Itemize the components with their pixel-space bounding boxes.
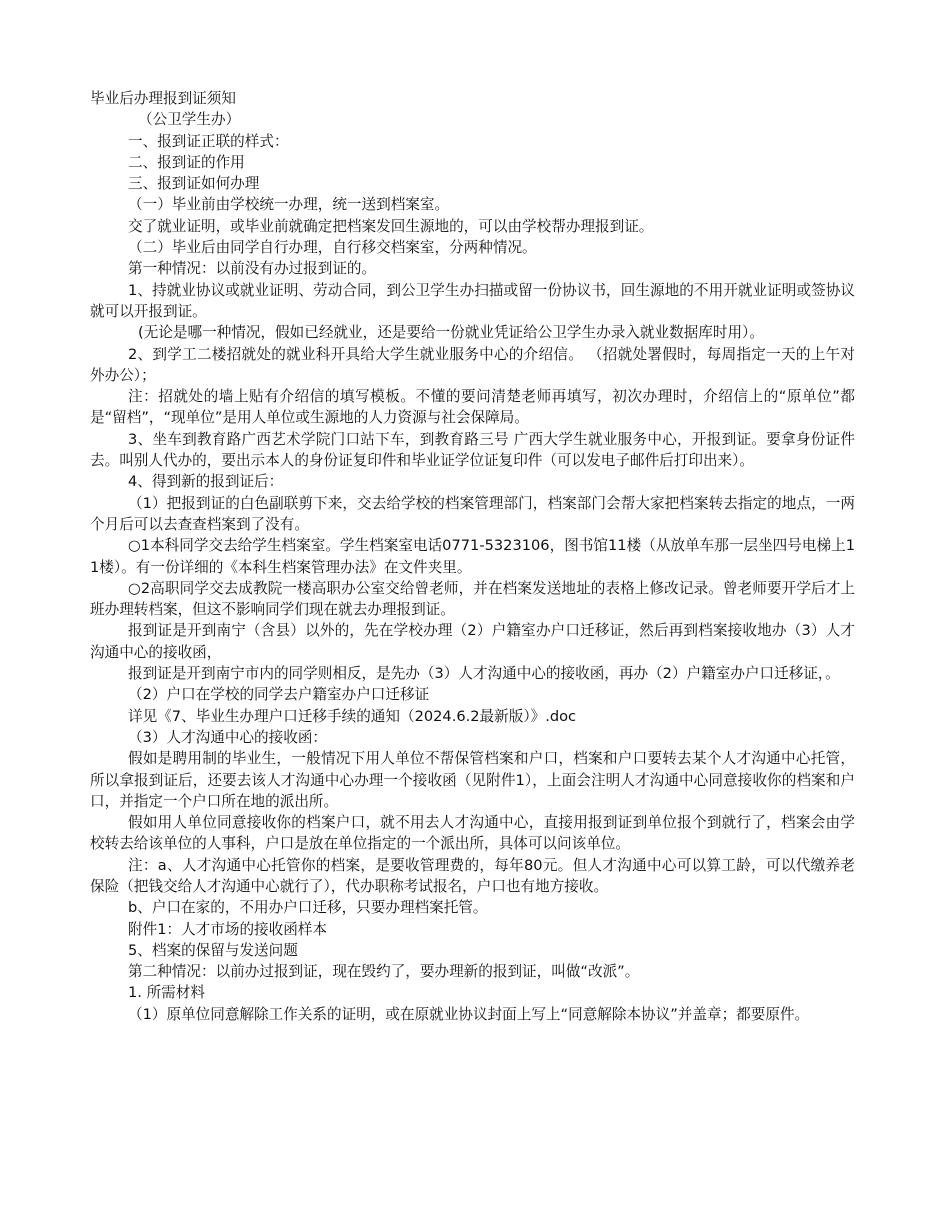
document-paragraph: 详见《7、毕业生办理户口迁移手续的通知（2024.6.2最新版）》.doc xyxy=(128,707,577,725)
document-paragraph: 假如是聘用制的毕业生，一般情况下用人单位不帮保管档案和户口，档案和户口要转去某个人才沟通中心托管，所以拿报到证后，还要去该人才沟通中心办理一个接收函（见附件1），上面会注明人才沟通中心同意接收你的档案和户口，并指定一个户口所在地的派出所。 xyxy=(90,750,855,810)
document-paragraph: 第二种情况：以前办过报到证，现在毁约了，要办理新的报到证，叫做“改派”。 xyxy=(128,963,640,981)
document-paragraph: 报到证是开到南宁（含县）以外的，先在学校办理（2）户籍室办户口迁移证，然后再到档案接收地办（3）人才沟通中心的接收函， xyxy=(90,622,855,661)
document-paragraph: 一、报到证正联的样式： xyxy=(128,132,289,150)
document-paragraph: 3、坐车到教育路广西艺术学院门口站下车，到教育路三号 广西大学生就业服务中心，开报到证。要拿身份证件去。叫别人代办的，要出示本人的身份证复印件和毕业证学位证复印件（可以发电子邮件后打印出来）。 xyxy=(90,430,855,470)
document-paragraph: （一）毕业前由学校统一办理，统一送到档案室。 xyxy=(128,196,450,214)
document-paragraph: 第一种情况：以前没有办过报到证的。 xyxy=(128,260,377,278)
document-page xyxy=(90,88,855,1025)
document-paragraph: （1）原单位同意解除工作关系的证明，或在原就业协议封面上写上“同意解除本协议”并盖章；都要原件。 xyxy=(128,1005,810,1023)
document-paragraph: 1. 所需材料 xyxy=(128,984,205,1002)
document-paragraph: （二）毕业后由同学自行办理，自行移交档案室，分两种情况。 xyxy=(128,239,537,257)
document-paragraph: 2、到学工二楼招就处的就业科开具给大学生就业服务中心的介绍信。 （招就处署假时，每周指定一天的上午对外办公）； xyxy=(90,345,855,384)
document-paragraph: 5、档案的保留与发送问题 xyxy=(128,941,298,959)
document-paragraph: （3）人才沟通中心的接收函： xyxy=(128,728,328,746)
document-paragraph: 假如用人单位同意接收你的档案户口，就不用去人才沟通中心，直接用报到证到单位报个到就行了，档案会由学校转去给该单位的人事科，户口是放在单位指定的一个派出所，具体可以问该单位。 xyxy=(90,814,855,853)
document-paragraph: 注：招就处的墙上贴有介绍信的填写模板。不懂的要问清楚老师再填写，初次办理时，介绍信上的“原单位”都是“留档”，“现单位”是用人单位或生源地的人力资源与社会保障局。 xyxy=(90,388,855,427)
document-paragraph: （2）户口在学校的同学去户籍室办户口迁移证 xyxy=(128,686,430,704)
document-paragraph: 4、得到新的报到证后： xyxy=(128,473,284,491)
document-paragraph: 交了就业证明，或毕业前就确定把档案发回生源地的，可以由学校帮办理报到证。 xyxy=(128,217,654,235)
document-paragraph: b、户口在家的，不用办户口迁移，只要办理档案托管。 xyxy=(128,899,488,917)
document-paragraph: （1）把报到证的白色副联剪下来，交去给学校的档案管理部门，档案部门会帮大家把档案转去指定的地点，一两个月后可以去查查档案到了没有。 xyxy=(90,494,855,533)
document-paragraph: ○1本科同学交去给学生档案室。学生档案室电话0771-5323106，图书馆11楼（从放单车那一层坐四号电梯上11楼）。有一份详细的《本科生档案管理办法》在文件夹里。 xyxy=(90,537,855,576)
document-paragraph: (无论是哪一种情况，假如已经就业，还是要给一份就业凭证给公卫学生办录入就业数据库时用）。 xyxy=(138,324,764,342)
document-title: 毕业后办理报到证须知 xyxy=(90,90,236,107)
document-paragraph: 注：a、人才沟通中心托管你的档案，是要收管理费的，每年80元。但人才沟通中心可以算工龄，可以代缴养老保险（把钱交给人才沟通中心就行了），代办职称考试报名，户口也有地方接收。 xyxy=(90,856,855,895)
document-paragraph: ○2高职同学交去成教院一楼高职办公室交给曾老师，并在档案发送地址的表格上修改记录。曾老师要开学后才上班办理转档案，但这不影响同学们现在就去办理报到证。 xyxy=(90,579,855,619)
document-paragraph: 报到证是开到南宁市内的同学则相反，是先办（3）人才沟通中心的接收函，再办（2）户籍室办户口迁移证，。 xyxy=(128,665,840,683)
document-paragraph: 二、报到证的作用 xyxy=(128,153,245,171)
document-paragraph: 三、报到证如何办理 xyxy=(128,175,260,193)
document-paragraph: 附件1：人才市场的接收函样本 xyxy=(128,920,328,938)
document-paragraph: （公卫学生办） xyxy=(138,111,241,129)
document-paragraph: 1、持就业协议或就业证明、劳动合同，到公卫学生办扫描或留一份协议书，回生源地的不用开就业证明或签协议就可以开报到证。 xyxy=(90,281,855,320)
document-body xyxy=(90,109,855,1025)
